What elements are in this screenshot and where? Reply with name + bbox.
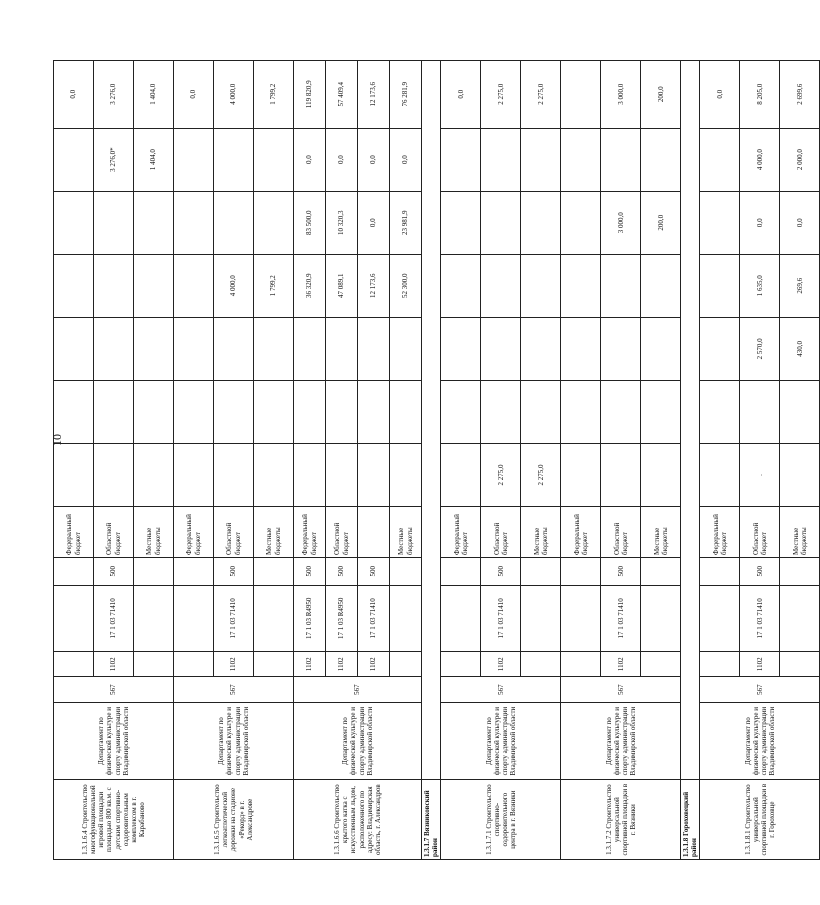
table-row bbox=[700, 61, 740, 860]
rz-cell: 1102 bbox=[601, 652, 641, 677]
year-value-cell bbox=[214, 380, 254, 443]
year-value-cell bbox=[254, 128, 294, 191]
year-value-cell bbox=[134, 317, 174, 380]
year-value-cell: 4 000,0 bbox=[214, 254, 254, 317]
year-value-cell bbox=[174, 191, 214, 254]
rz-cell bbox=[254, 652, 294, 677]
source-cell: Областной бюджет bbox=[601, 507, 641, 558]
year-value-cell: 4 000,0 bbox=[740, 128, 780, 191]
year-value-cell bbox=[441, 254, 481, 317]
section-row bbox=[681, 61, 700, 860]
year-value-cell bbox=[54, 128, 94, 191]
year-value-cell bbox=[134, 191, 174, 254]
section-row bbox=[422, 61, 441, 860]
section-spacer bbox=[422, 61, 441, 780]
csr-cell: 17 1 03 71410 bbox=[358, 585, 390, 651]
rz-cell bbox=[441, 652, 481, 677]
total-cell: 200,0 bbox=[641, 61, 681, 129]
year-value-cell: 0,0 bbox=[326, 128, 358, 191]
year-value-cell bbox=[601, 317, 641, 380]
executor-cell: Департамент по физической культуре и спорту администрации Владимирской области bbox=[294, 702, 422, 779]
rz-cell: 1102 bbox=[294, 652, 326, 677]
source-cell: Федеральный бюджет bbox=[294, 507, 326, 558]
year-value-cell bbox=[481, 317, 521, 380]
year-value-cell bbox=[700, 380, 740, 443]
rz-cell bbox=[174, 652, 214, 677]
total-cell: 119 820,9 bbox=[294, 61, 326, 129]
rz-cell: 1102 bbox=[326, 652, 358, 677]
csr-cell bbox=[174, 585, 214, 651]
section-spacer bbox=[681, 61, 700, 780]
table-row bbox=[441, 61, 481, 860]
year-value-cell bbox=[94, 443, 134, 506]
total-cell: 76 281,9 bbox=[390, 61, 422, 129]
rz-cell bbox=[561, 652, 601, 677]
year-value-cell bbox=[700, 191, 740, 254]
year-value-cell bbox=[94, 380, 134, 443]
total-cell: 2 275,0 bbox=[521, 61, 561, 129]
vr-cell: 500 bbox=[94, 557, 134, 585]
source-cell: Областной бюджет bbox=[94, 507, 134, 558]
year-value-cell bbox=[521, 254, 561, 317]
vr-cell bbox=[174, 557, 214, 585]
year-value-cell: 2 275,0 bbox=[481, 443, 521, 506]
total-cell: 0,0 bbox=[54, 61, 94, 129]
grbs-cell: 567 bbox=[54, 677, 174, 702]
year-value-cell bbox=[294, 443, 326, 506]
csr-cell: 17 1 03 71410 bbox=[601, 585, 641, 651]
year-value-cell bbox=[134, 443, 174, 506]
year-value-cell bbox=[700, 443, 740, 506]
rz-cell bbox=[521, 652, 561, 677]
page-number: 10 bbox=[50, 434, 64, 446]
year-value-cell: 52 300,0 bbox=[390, 254, 422, 317]
year-value-cell bbox=[94, 254, 134, 317]
csr-cell: 17 1 03 71410 bbox=[214, 585, 254, 651]
year-value-cell bbox=[641, 128, 681, 191]
source-cell: Федеральный бюджет bbox=[54, 507, 94, 558]
vr-cell bbox=[641, 557, 681, 585]
executor-cell: Департамент по физической культуре и спорту администрации Владимирской области bbox=[54, 702, 174, 779]
year-value-cell bbox=[174, 254, 214, 317]
csr-cell: 17 1 03 R4950 bbox=[294, 585, 326, 651]
year-value-cell: 3 000,0 bbox=[601, 191, 641, 254]
csr-cell bbox=[561, 585, 601, 651]
total-cell: 3 276,0 bbox=[94, 61, 134, 129]
year-value-cell: 2 000,0 bbox=[780, 128, 820, 191]
project-name: 1.3.1.7.1 Строительство спортивно-оздоровительного центра в г. Вязники bbox=[441, 780, 561, 860]
total-cell: 2 275,0 bbox=[481, 61, 521, 129]
year-value-cell bbox=[700, 128, 740, 191]
year-value-cell: 10 320,3 bbox=[326, 191, 358, 254]
total-cell: 0,0 bbox=[441, 61, 481, 129]
year-value-cell bbox=[214, 317, 254, 380]
year-value-cell: 83 500,0 bbox=[294, 191, 326, 254]
year-value-cell bbox=[700, 317, 740, 380]
year-value-cell bbox=[358, 443, 390, 506]
executor-cell: Департамент по физической культуре и спорту администрации Владимирской области bbox=[561, 702, 681, 779]
year-value-cell bbox=[601, 380, 641, 443]
year-value-cell bbox=[641, 380, 681, 443]
csr-cell bbox=[134, 585, 174, 651]
year-value-cell bbox=[214, 191, 254, 254]
year-value-cell bbox=[441, 317, 481, 380]
source-cell: Областной бюджет bbox=[740, 507, 780, 558]
section-title: 1.3.1.7 Вязниковский район bbox=[422, 780, 441, 860]
year-value-cell bbox=[481, 380, 521, 443]
vr-cell: 500 bbox=[740, 557, 780, 585]
year-value-cell: 269,6 bbox=[780, 254, 820, 317]
year-value-cell bbox=[561, 191, 601, 254]
year-value-cell bbox=[214, 443, 254, 506]
vr-cell: 500 bbox=[358, 557, 390, 585]
year-value-cell bbox=[441, 191, 481, 254]
year-value-cell bbox=[521, 380, 561, 443]
year-value-cell bbox=[326, 317, 358, 380]
rz-cell: 1102 bbox=[481, 652, 521, 677]
year-value-cell bbox=[481, 191, 521, 254]
year-value-cell: 47 089,1 bbox=[326, 254, 358, 317]
csr-cell bbox=[54, 585, 94, 651]
project-name: 1.3.1.6.5 Строительство легкоатлетической дорожки на стадионе «Рекорд» в г. Александрове bbox=[174, 780, 294, 860]
csr-cell bbox=[390, 585, 422, 651]
year-value-cell bbox=[601, 254, 641, 317]
table-body bbox=[54, 61, 820, 860]
rz-cell: 1102 bbox=[358, 652, 390, 677]
vr-cell bbox=[54, 557, 94, 585]
table-row bbox=[561, 61, 601, 860]
vr-cell bbox=[780, 557, 820, 585]
total-cell: 1 799,2 bbox=[254, 61, 294, 129]
source-cell: Федеральный бюджет bbox=[441, 507, 481, 558]
year-value-cell bbox=[780, 380, 820, 443]
rz-cell: 1102 bbox=[214, 652, 254, 677]
project-name: 1.3.1.6.6 Строительство крытого катка с искусственным льдом, расположенного по адресу: Владимирская область, г. Александров bbox=[294, 780, 422, 860]
executor-cell: Департамент по физической культуре и спорту администрации Владимирской области bbox=[174, 702, 294, 779]
source-cell: Местные бюджеты bbox=[254, 507, 294, 558]
year-value-cell bbox=[441, 128, 481, 191]
year-value-cell bbox=[94, 191, 134, 254]
source-cell: Областной бюджет bbox=[214, 507, 254, 558]
year-value-cell bbox=[54, 380, 94, 443]
source-cell: Федеральный бюджет bbox=[561, 507, 601, 558]
vr-cell bbox=[254, 557, 294, 585]
year-value-cell bbox=[561, 317, 601, 380]
vr-cell bbox=[521, 557, 561, 585]
year-value-cell bbox=[254, 191, 294, 254]
total-cell: 8 205,0 bbox=[740, 61, 780, 129]
year-value-cell: 0,0 bbox=[740, 191, 780, 254]
csr-cell: 17 1 03 71410 bbox=[481, 585, 521, 651]
csr-cell bbox=[521, 585, 561, 651]
rz-cell bbox=[390, 652, 422, 677]
vr-cell: 500 bbox=[326, 557, 358, 585]
source-cell: Местные бюджеты bbox=[780, 507, 820, 558]
year-value-cell bbox=[174, 317, 214, 380]
source-cell: Местные бюджеты bbox=[390, 507, 422, 558]
year-value-cell bbox=[134, 254, 174, 317]
year-value-cell bbox=[601, 128, 641, 191]
year-value-cell: 430,0 bbox=[780, 317, 820, 380]
grbs-cell: 567 bbox=[700, 677, 820, 702]
year-value-cell bbox=[780, 443, 820, 506]
vr-cell bbox=[390, 557, 422, 585]
vr-cell bbox=[700, 557, 740, 585]
year-value-cell bbox=[740, 380, 780, 443]
year-value-cell bbox=[521, 317, 561, 380]
grbs-cell: 567 bbox=[294, 677, 422, 702]
year-value-cell bbox=[561, 380, 601, 443]
project-name: 1.3.1.6.4 Строительство многофункциональной игровой площадки площадью 800 кв.м. с детским спортивно-оздоровительным комплексом в г. Карабаново bbox=[54, 780, 174, 860]
source-cell: Местные бюджеты bbox=[134, 507, 174, 558]
year-value-cell bbox=[94, 317, 134, 380]
csr-cell bbox=[780, 585, 820, 651]
vr-cell bbox=[561, 557, 601, 585]
total-cell: 2 699,6 bbox=[780, 61, 820, 129]
year-value-cell bbox=[294, 380, 326, 443]
csr-cell bbox=[700, 585, 740, 651]
year-value-cell bbox=[254, 443, 294, 506]
year-value-cell: 0,0 bbox=[358, 191, 390, 254]
total-cell bbox=[561, 61, 601, 129]
total-cell: 12 173,6 bbox=[358, 61, 390, 129]
year-value-cell bbox=[326, 380, 358, 443]
year-value-cell: 23 981,9 bbox=[390, 191, 422, 254]
year-value-cell bbox=[174, 128, 214, 191]
year-value-cell bbox=[326, 443, 358, 506]
total-cell: 0,0 bbox=[174, 61, 214, 129]
year-value-cell: 3 276,0* bbox=[94, 128, 134, 191]
csr-cell: 17 1 03 71410 bbox=[94, 585, 134, 651]
rz-cell bbox=[780, 652, 820, 677]
year-value-cell bbox=[700, 254, 740, 317]
year-value-cell: 12 173,6 bbox=[358, 254, 390, 317]
total-cell: 4 000,0 bbox=[214, 61, 254, 129]
source-cell: Местные бюджеты bbox=[641, 507, 681, 558]
rotated-page bbox=[53, 60, 808, 860]
csr-cell bbox=[441, 585, 481, 651]
source-cell: Местные бюджеты bbox=[521, 507, 561, 558]
year-value-cell bbox=[214, 128, 254, 191]
year-value-cell bbox=[641, 317, 681, 380]
year-value-cell bbox=[54, 254, 94, 317]
year-value-cell bbox=[441, 443, 481, 506]
project-name: 1.3.1.8.1 Строительство универсальной спортивной площадки в г. Гороховце bbox=[700, 780, 820, 860]
grbs-cell: 567 bbox=[174, 677, 294, 702]
source-cell: Областной бюджет bbox=[326, 507, 358, 558]
csr-cell bbox=[254, 585, 294, 651]
year-value-cell: 0,0 bbox=[358, 128, 390, 191]
year-value-cell bbox=[641, 254, 681, 317]
grbs-cell: 567 bbox=[441, 677, 561, 702]
year-value-cell bbox=[54, 191, 94, 254]
year-value-cell bbox=[521, 128, 561, 191]
source-cell: Федеральный бюджет bbox=[700, 507, 740, 558]
vr-cell: 500 bbox=[601, 557, 641, 585]
csr-cell: 17 1 03 71410 bbox=[740, 585, 780, 651]
year-value-cell bbox=[294, 317, 326, 380]
vr-cell bbox=[134, 557, 174, 585]
source-cell: Федеральный бюджет bbox=[174, 507, 214, 558]
year-value-cell: 0,0 bbox=[390, 128, 422, 191]
year-value-cell bbox=[134, 380, 174, 443]
year-value-cell bbox=[54, 317, 94, 380]
year-value-cell bbox=[481, 128, 521, 191]
year-value-cell bbox=[521, 191, 561, 254]
vr-cell: 500 bbox=[481, 557, 521, 585]
year-value-cell bbox=[254, 317, 294, 380]
year-value-cell bbox=[561, 128, 601, 191]
year-value-cell bbox=[390, 443, 422, 506]
csr-cell bbox=[641, 585, 681, 651]
rz-cell bbox=[641, 652, 681, 677]
year-value-cell bbox=[390, 317, 422, 380]
table-row bbox=[54, 61, 94, 860]
budget-table bbox=[53, 60, 820, 860]
table-row bbox=[294, 61, 326, 860]
year-value-cell bbox=[254, 380, 294, 443]
year-value-cell: 2 275,0 bbox=[521, 443, 561, 506]
total-cell: 0,0 bbox=[700, 61, 740, 129]
year-value-cell: 0,0 bbox=[780, 191, 820, 254]
year-value-cell: 1 404,0 bbox=[134, 128, 174, 191]
executor-cell: Департамент по физической культуре и спорту администрации Владимирской области bbox=[700, 702, 820, 779]
year-value-cell bbox=[641, 443, 681, 506]
year-value-cell bbox=[561, 443, 601, 506]
year-value-cell bbox=[54, 443, 94, 506]
rz-cell bbox=[54, 652, 94, 677]
year-value-cell bbox=[441, 380, 481, 443]
year-value-cell bbox=[601, 443, 641, 506]
rz-cell bbox=[700, 652, 740, 677]
rz-cell bbox=[134, 652, 174, 677]
section-title: 1.3.1.8 Гороховецкий район bbox=[681, 780, 700, 860]
year-value-cell bbox=[358, 380, 390, 443]
total-cell: 1 404,0 bbox=[134, 61, 174, 129]
year-value-cell: 200,0 bbox=[641, 191, 681, 254]
year-value-cell: 36 320,9 bbox=[294, 254, 326, 317]
rz-cell: 1102 bbox=[94, 652, 134, 677]
year-value-cell: 2 570,0 bbox=[740, 317, 780, 380]
rz-cell: 1102 bbox=[740, 652, 780, 677]
vr-cell: 500 bbox=[294, 557, 326, 585]
year-value-cell bbox=[174, 443, 214, 506]
year-value-cell bbox=[481, 254, 521, 317]
table-row bbox=[174, 61, 214, 860]
total-cell: 57 409,4 bbox=[326, 61, 358, 129]
grbs-cell: 567 bbox=[561, 677, 681, 702]
year-value-cell bbox=[561, 254, 601, 317]
year-value-cell: . bbox=[740, 443, 780, 506]
csr-cell: 17 1 03 R4950 bbox=[326, 585, 358, 651]
source-cell bbox=[358, 507, 390, 558]
year-value-cell bbox=[390, 380, 422, 443]
total-cell: 3 000,0 bbox=[601, 61, 641, 129]
vr-cell bbox=[441, 557, 481, 585]
year-value-cell bbox=[358, 317, 390, 380]
year-value-cell: 1 799,2 bbox=[254, 254, 294, 317]
year-value-cell bbox=[174, 380, 214, 443]
year-value-cell: 1 635,0 bbox=[740, 254, 780, 317]
year-value-cell: 0,0 bbox=[294, 128, 326, 191]
executor-cell: Департамент по физической культуре и спорту администрации Владимирской области bbox=[441, 702, 561, 779]
project-name: 1.3.1.7.2 Строительство универсальной спортивной площадки в г. Вязники bbox=[561, 780, 681, 860]
source-cell: Областной бюджет bbox=[481, 507, 521, 558]
vr-cell: 500 bbox=[214, 557, 254, 585]
